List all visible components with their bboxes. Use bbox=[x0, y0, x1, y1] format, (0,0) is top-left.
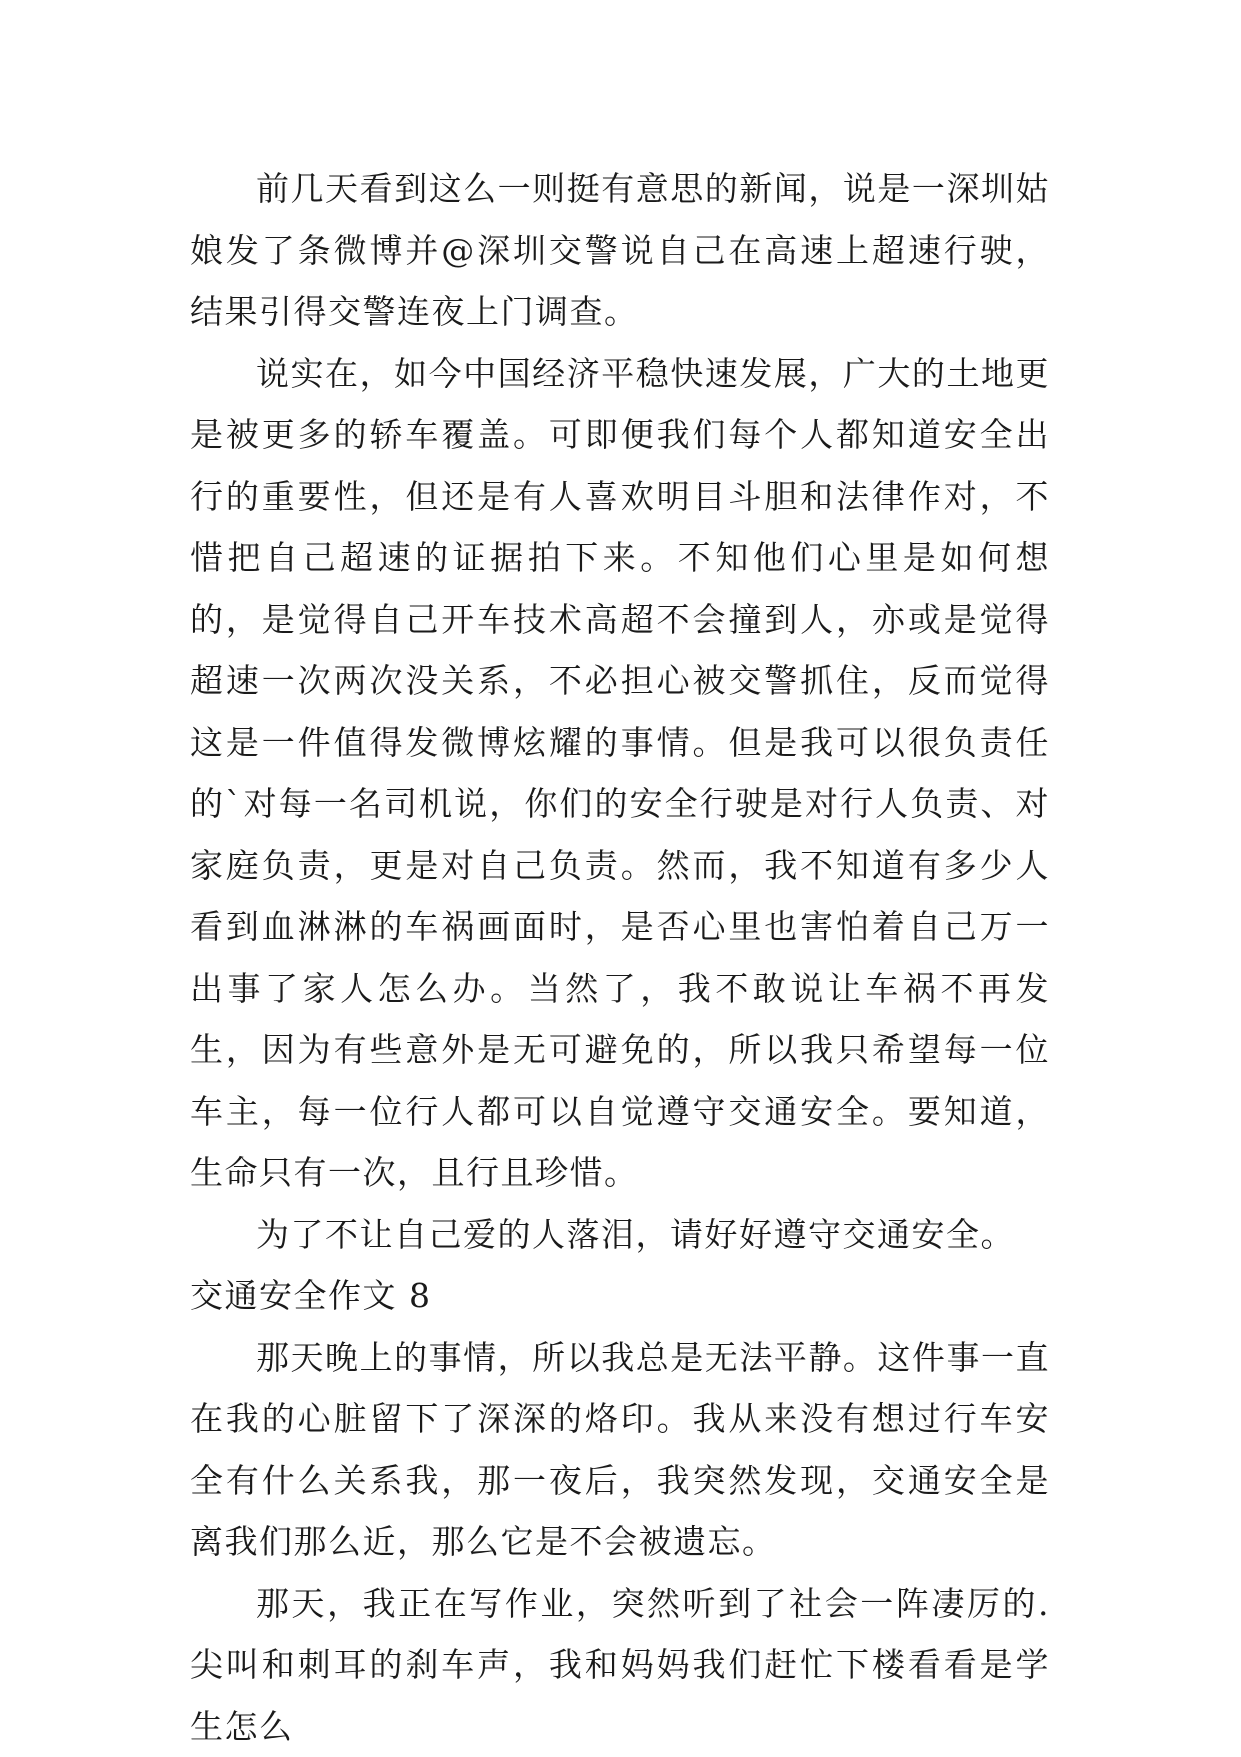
paragraph-that-night: 那天晚上的事情，所以我总是无法平静。这件事一直在我的心脏留下了深深的烙印。我从来没有想过行车安全有什么关系我，那一夜后，我突然发现，交通安全是离我们那么近，那么它是不会被遗忘。 bbox=[190, 1327, 1050, 1573]
paragraph-scream-and-brakes: 那天，我正在写作业，突然听到了社会一阵凄厉的.尖叫和刺耳的刹车声，我和妈妈我们赶忙下楼看看是学生怎么 bbox=[190, 1573, 1050, 1757]
paragraph-closing-appeal: 为了不让自己爱的人落泪，请好好遵守交通安全。 bbox=[190, 1204, 1050, 1266]
essay-heading: 交通安全作文 8 bbox=[190, 1265, 1050, 1327]
paragraph-news-intro: 前几天看到这么一则挺有意思的新闻，说是一深圳姑娘发了条微博并@深圳交警说自己在高速上超速行驶，结果引得交警连夜上门调查。 bbox=[190, 158, 1050, 343]
paragraph-speeding-opinion: 说实在，如今中国经济平稳快速发展，广大的土地更是被更多的轿车覆盖。可即便我们每个人都知道安全出行的重要性，但还是有人喜欢明目斗胆和法律作对，不惜把自己超速的证据拍下来。不知他们心里是如何想的，是觉得自己开车技术高超不会撞到人，亦或是觉得超速一次两次没关系，不必担心被交警抓住，反而觉得这是一件值得发微博炫耀的事情。但是我可以很负责任的`对每一名司机说，你们的安全行驶是对行人负责、对家庭负责，更是对自己负责。然而，我不知道有多少人看到血淋淋的车祸画面时，是否心里也害怕着自己万一出事了家人怎么办。当然了，我不敢说让车祸不再发生，因为有些意外是无可避免的，所以我只希望每一位车主，每一位行人都可以自觉遵守交通安全。要知道，生命只有一次，且行且珍惜。 bbox=[190, 343, 1050, 1204]
document-page bbox=[190, 158, 1050, 1757]
